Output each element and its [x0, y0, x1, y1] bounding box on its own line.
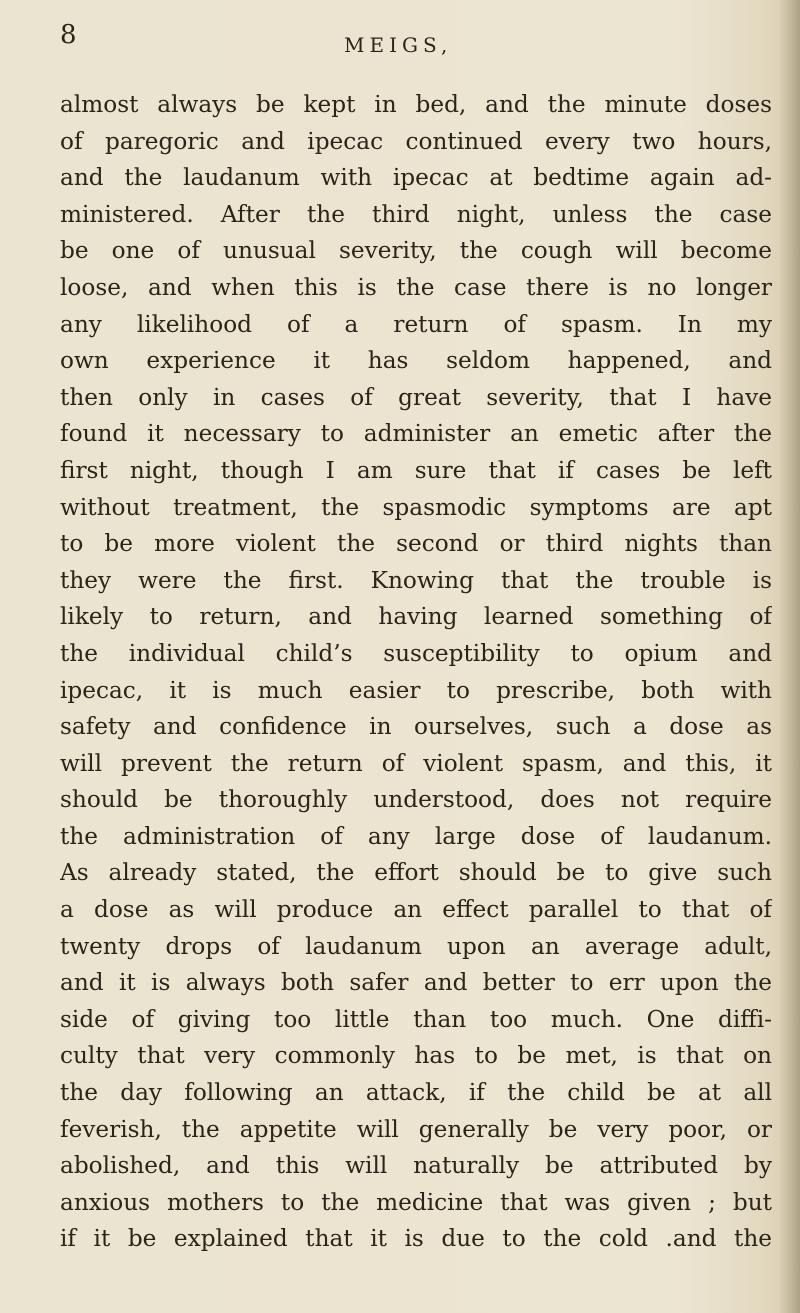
text-line: twenty drops of laudanum upon an average adult,: [60, 932, 772, 960]
text-line: a dose as will produce an effect parallel to that of: [60, 896, 772, 924]
text-line: anxious mothers to the medicine that was given ; but: [60, 1188, 772, 1216]
running-head: MEIGS,: [344, 33, 453, 57]
text-line: own experience it has seldom happened, and: [60, 347, 772, 375]
text-line: ministered. After the third night, unless the case: [60, 200, 772, 228]
text-line: the individual child’s susceptibility to opium and: [60, 639, 772, 667]
text-line: they were the first. Knowing that the trouble is: [60, 566, 772, 594]
text-line: to be more violent the second or third nights than: [60, 530, 772, 558]
text-line: be one of unusual severity, the cough will become: [60, 237, 772, 265]
text-line: of paregoric and ipecac continued every two hours,: [60, 127, 772, 155]
text-line: culty that very commonly has to be met, is that on: [60, 1042, 772, 1070]
text-line: first night, though I am sure that if cases be left: [60, 456, 772, 484]
text-line: will prevent the return of violent spasm, and this, it: [60, 749, 772, 777]
text-line: safety and confidence in ourselves, such a dose as: [60, 713, 772, 741]
text-line: likely to return, and having learned something of: [60, 603, 772, 631]
text-line: then only in cases of great severity, that I have: [60, 383, 772, 411]
text-line: ipecac, it is much easier to prescribe, both with: [60, 676, 772, 704]
text-line: side of giving too little than too much. One diffi-: [60, 1005, 772, 1033]
text-line: any likelihood of a return of spasm. In my: [60, 310, 772, 338]
text-line: if it be explained that it is due to the cold .and the: [60, 1225, 772, 1253]
text-line: the administration of any large dose of laudanum.: [60, 822, 772, 850]
text-line: should be thoroughly understood, does not require: [60, 786, 772, 814]
text-line: and the laudanum with ipecac at bedtime again ad-: [60, 164, 772, 192]
page-number: 8: [60, 20, 77, 50]
text-line: feverish, the appetite will generally be very poor, or: [60, 1115, 772, 1143]
text-line: loose, and when this is the case there is no longer: [60, 273, 772, 301]
text-line: As already stated, the effort should be to give such: [60, 859, 772, 887]
text-line: and it is always both safer and better to err upon the: [60, 969, 772, 997]
body-text: [60, 87, 772, 1258]
text-line: the day following an attack, if the child be at all: [60, 1079, 772, 1107]
text-line: almost always be kept in bed, and the minute doses: [60, 91, 772, 118]
text-line: abolished, and this will naturally be attributed by: [60, 1152, 772, 1180]
page-edge-shadow: [778, 0, 800, 1313]
text-line: without treatment, the spasmodic symptoms are apt: [60, 493, 772, 521]
text-line: found it necessary to administer an emetic after the: [60, 420, 772, 448]
